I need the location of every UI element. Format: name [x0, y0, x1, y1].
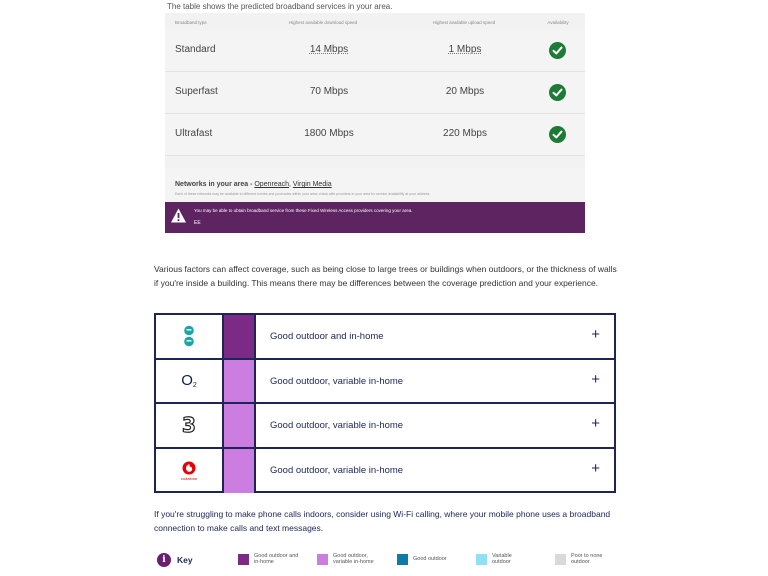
- networks-title: Networks in your area - Openreach, Virgin Media: [175, 181, 332, 188]
- key-label: Poor to none outdoor: [571, 553, 603, 565]
- header-broadband-type: Broadband type: [175, 20, 207, 25]
- coverage-table: [154, 313, 616, 493]
- key-label: Variable outdoor: [492, 553, 512, 565]
- vodafone-logo-icon: vodafone: [156, 449, 224, 494]
- coverage-swatch: [224, 315, 256, 358]
- expand-icon[interactable]: +: [591, 415, 600, 432]
- key-swatch: [397, 554, 408, 565]
- broadband-table: [165, 13, 585, 233]
- coverage-key: [157, 551, 617, 573]
- header-download: Highest available download speed: [288, 20, 358, 25]
- expand-icon[interactable]: +: [591, 459, 600, 477]
- download-speed: 1800 Mbps: [304, 128, 354, 139]
- ee-logo-icon: [156, 315, 224, 358]
- broadband-intro: The table shows the predicted broadband services in your area.: [167, 2, 393, 11]
- key-label: Good outdoor and in-home: [254, 553, 299, 565]
- check-icon: [549, 42, 566, 59]
- warning-icon: [170, 207, 187, 224]
- coverage-row-o2[interactable]: [156, 360, 614, 405]
- upload-speed[interactable]: 1 Mbps: [448, 44, 482, 55]
- table-row: [165, 72, 585, 114]
- three-logo-icon: 3: [156, 404, 224, 447]
- networks-panel: [165, 168, 585, 200]
- openreach-link[interactable]: Openreach: [254, 181, 289, 188]
- key-label: Good outdoor, variable in-home: [333, 553, 374, 565]
- coverage-swatch: [224, 404, 256, 447]
- info-icon[interactable]: i: [157, 553, 171, 567]
- coverage-label: Good outdoor, variable in-home: [270, 420, 404, 431]
- broadband-type: Ultrafast: [175, 128, 213, 139]
- coverage-row-vodafone[interactable]: [156, 449, 614, 494]
- download-speed: 70 Mbps: [309, 86, 349, 97]
- coverage-swatch: [224, 360, 256, 403]
- upload-speed: 220 Mbps: [443, 128, 487, 139]
- coverage-label: Good outdoor, variable in-home: [270, 464, 404, 476]
- key-swatch: [238, 554, 249, 565]
- coverage-row-ee[interactable]: [156, 315, 614, 360]
- alert-text: You may be able to obtain broadband service from these Fixed Wireless Access providers covering your area.: [194, 208, 413, 213]
- table-row: [165, 30, 585, 72]
- o2-logo-icon: O 2: [156, 360, 224, 403]
- header-availability: Availability: [547, 20, 569, 25]
- coverage-swatch: [224, 449, 256, 494]
- broadband-type: Superfast: [175, 86, 218, 97]
- alert-provider: EE: [194, 220, 201, 226]
- key-label: Good outdoor: [413, 556, 447, 562]
- wifi-calling-note: If you're struggling to make phone calls indoors, consider using Wi-Fi calling, where your mobile phone uses a broadband connection to make calls and text messages.: [154, 509, 611, 533]
- header-upload: Highest available upload speed: [432, 20, 496, 25]
- expand-icon[interactable]: +: [591, 370, 600, 388]
- networks-label: Networks in your area -: [175, 181, 255, 188]
- upload-speed: 20 Mbps: [445, 86, 485, 97]
- key-swatch: [476, 554, 487, 565]
- key-title: Key: [177, 555, 193, 565]
- fwa-alert: [165, 202, 585, 233]
- coverage-row-three[interactable]: [156, 404, 614, 449]
- broadband-type: Standard: [175, 44, 216, 55]
- virgin-media-link[interactable]: Virgin Media: [292, 181, 332, 188]
- key-swatch: [317, 554, 328, 565]
- check-icon: [549, 84, 566, 101]
- download-speed[interactable]: 14 Mbps: [309, 44, 349, 55]
- coverage-label: Good outdoor and in-home: [270, 331, 384, 342]
- key-swatch: [555, 554, 566, 565]
- coverage-label: Good outdoor, variable in-home: [270, 375, 404, 387]
- expand-icon[interactable]: +: [591, 326, 600, 343]
- broadband-table-header: [165, 18, 585, 30]
- coverage-intro: Various factors can affect coverage, such as being close to large trees or buildings when outdoors, or the thickness of walls if you're inside a building. This means there may be differences between the coverage prediction and your experience.: [154, 264, 617, 288]
- networks-note: Each of these networks may be available to different homes and postcodes within your area; check with providers in your area for service availability at your address.: [175, 192, 431, 196]
- table-row: [165, 114, 585, 156]
- check-icon: [549, 126, 566, 143]
